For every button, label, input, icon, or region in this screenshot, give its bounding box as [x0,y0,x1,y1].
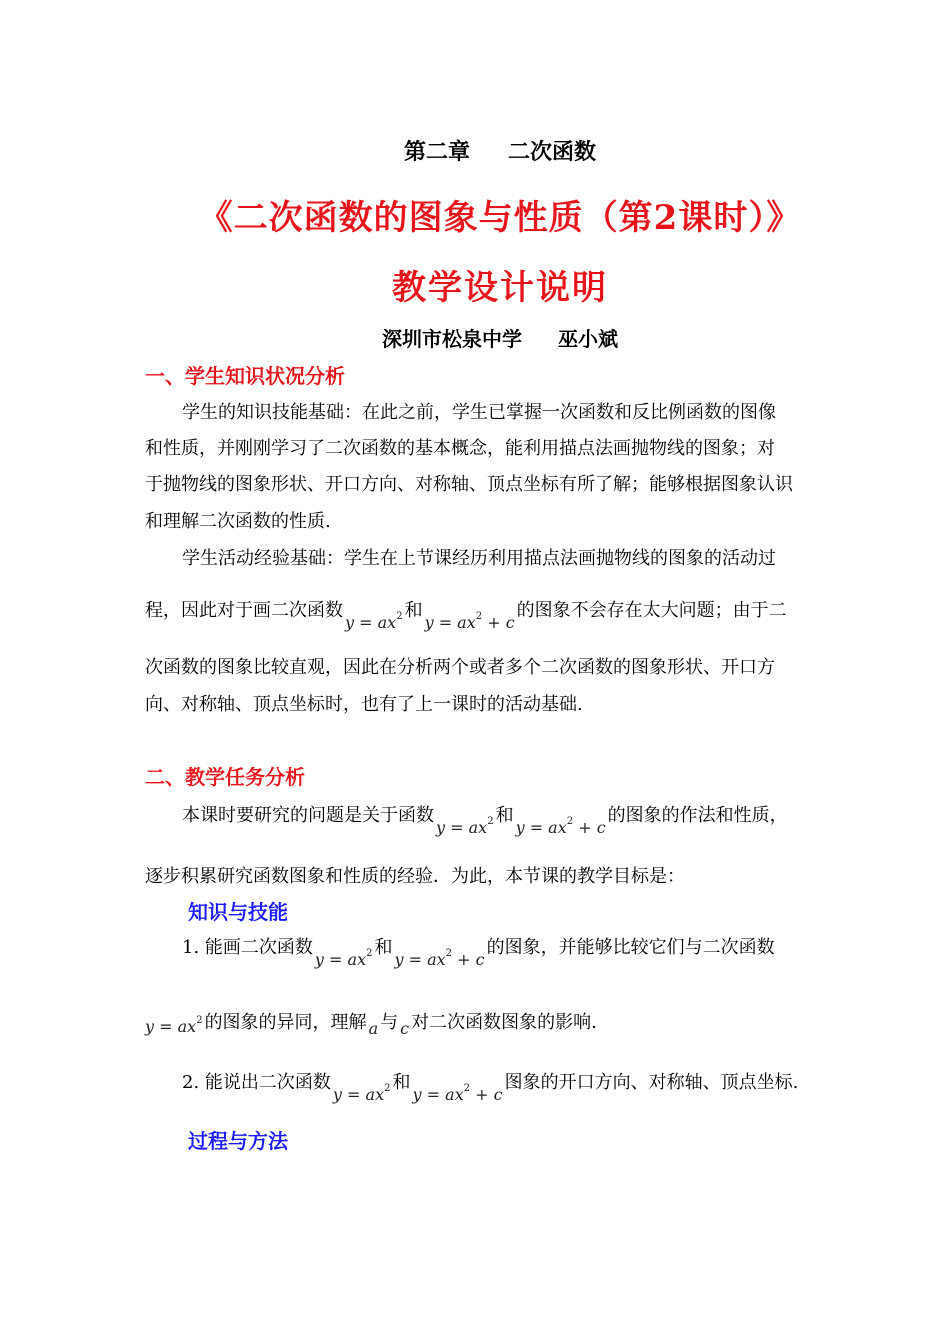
subsection-knowledge-skills: 知识与技能 [188,900,288,924]
formula-y-ax2-plus-c: $y = ax^2 + c$ [515,815,606,837]
formula-y-ax2: $y = ax^2$ [332,1082,391,1104]
paragraph-line-with-formula: 程，因此对于画二次函数$y = ax^2$ 和$y = ax^2 + c$的图象不会存在太大问题；由于二 [145,600,787,632]
chapter-topic: 二次函数 [508,139,597,165]
formula-y-ax2: $y = ax^2$ [145,1014,203,1036]
chapter-label: 第二章 [403,139,470,165]
formula-y-ax2: $y = ax^2$ [345,610,403,632]
symbol-a: a [368,1019,379,1038]
paragraph-line: 和性质，并刚刚学习了二次函数的基本概念，能利用描点法画抛物线的图象；对 [145,438,775,459]
paragraph-line: 学生活动经验基础：学生在上节课经历利用描点法画抛物线的图象的活动过 [182,548,776,569]
section1-heading: 一、学生知识状况分析 [145,364,345,388]
paragraph-line: 向、对称轴、顶点坐标时，也有了上一课时的活动基础. [145,694,583,715]
subsection-process-methods: 过程与方法 [188,1129,288,1153]
paragraph-line-with-formula: 本课时要研究的问题是关于函数$y = ax^2$ 和$y = ax^2 + c$的图象的作法和性质， [182,805,788,837]
formula-y-ax2-plus-c: $y = ax^2 + c$ [424,610,515,632]
author-line [0,323,950,352]
document-subtitle: 教学设计说明 [392,268,608,308]
objective-item-1-cont: $y = ax^2$ 的图象的异同，理解 a 与 c 对二次函数图象的影响. [145,1012,597,1038]
objective-item-2: 2. 能说出二次函数$y = ax^2$ 和$y = ax^2 + c$图象的开口方向、对称轴、顶点坐标. [182,1072,799,1104]
formula-y-ax2: $y = ax^2$ [314,947,373,969]
paragraph-line: 于抛物线的图象形状、开口方向、对称轴、顶点坐标有所了解；能够根据图象认识 [145,474,793,495]
author-school: 深圳市松泉中学 [382,327,522,351]
symbol-c: c [400,1019,410,1038]
formula-y-ax2-plus-c: $y = ax^2 + c$ [394,947,485,969]
document-title: 《二次函数的图象与性质（第2课时）》 [198,198,802,238]
paragraph-line: 学生的知识技能基础：在此之前，学生已掌握一次函数和反比例函数的图像 [182,402,776,423]
paragraph-line: 和理解二次函数的性质. [145,511,331,532]
author-name: 巫小斌 [558,327,618,351]
chapter-heading [0,135,950,166]
formula-y-ax2: $y = ax^2$ [436,815,494,837]
paragraph-line: 逐步积累研究函数图象和性质的经验．为此，本节课的教学目标是： [145,866,685,887]
objective-item-1: 1. 能画二次函数$y = ax^2$ 和$y = ax^2 + c$的图象，并能够比较它们与二次函数 [182,937,775,969]
formula-y-ax2-plus-c: $y = ax^2 + c$ [412,1082,503,1104]
paragraph-line: 次函数的图象比较直观，因此在分析两个或者多个二次函数的图象形状、开口方 [145,657,775,678]
section2-heading: 二、教学任务分析 [145,765,305,789]
